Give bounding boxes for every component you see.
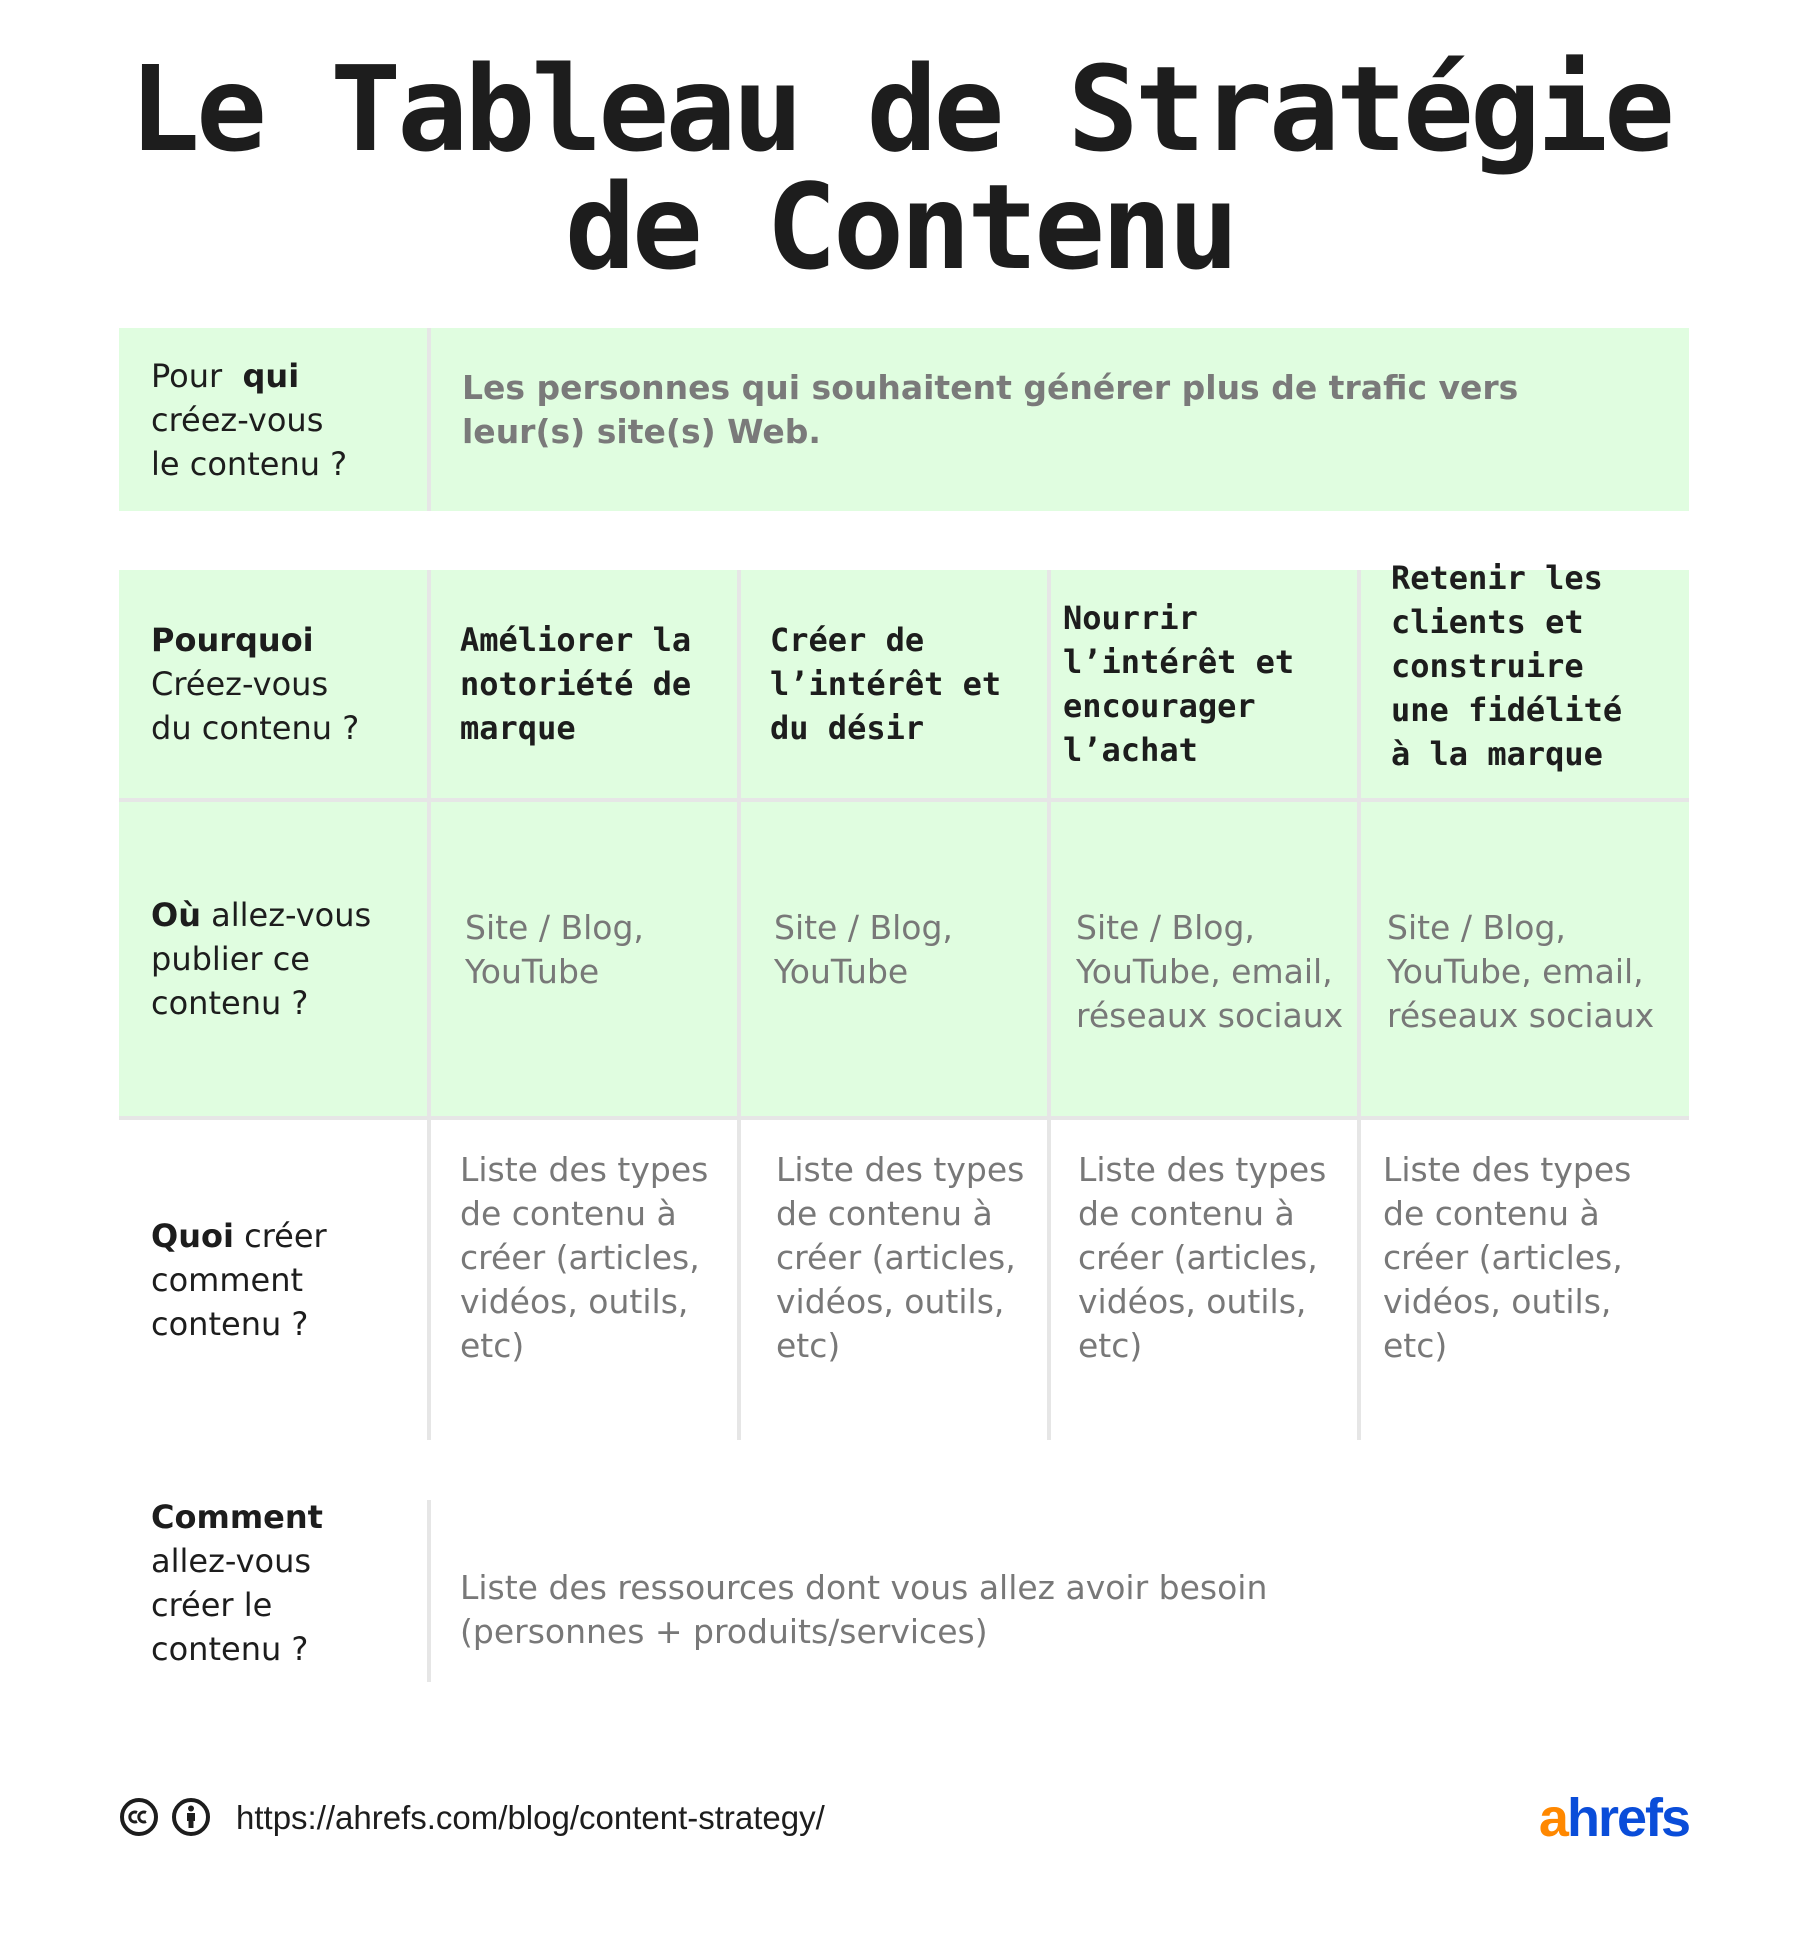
goal-interest: Créer de l’intérêt et du désir [770,621,1002,747]
where-answer-3: Site / Blog, YouTube, email, réseaux sociaux [1076,908,1344,1035]
what-question [151,1120,421,1440]
page-title [0,40,1800,296]
divider [427,328,431,511]
title-line-2: de Contenu [564,158,1236,296]
license-icons [119,1797,211,1837]
logo-rest: hrefs [1566,1788,1689,1848]
who-question [151,328,421,511]
divider [1047,570,1051,1440]
goal-purchase: Nourrir l’intérêt et encourager l’achat [1063,599,1295,769]
ahrefs-logo[interactable] [1539,1788,1689,1848]
how-question-bold: Comment [151,1498,323,1536]
what-answer-1: Liste des types de contenu à créer (articles, vidéos, outils, etc) [460,1150,709,1365]
divider [737,570,741,1440]
what-answer-4: Liste des types de contenu à créer (articles, vidéos, outils, etc) [1383,1150,1632,1365]
where-answer-2: Site / Blog, YouTube [774,908,953,991]
where-question-bold: Où [151,896,201,934]
where-question-rest: allez-vous publier ce contenu ? [151,896,372,1022]
attribution-icon [171,1797,211,1837]
what-answer-3: Liste des types de contenu à créer (articles, vidéos, outils, etc) [1078,1150,1327,1365]
title-line-1: Le Tableau de Stratégie [129,40,1671,178]
divider [427,570,431,1440]
why-question-rest: Créez-vous du contenu ? [151,665,360,747]
goal-loyalty: Retenir les clients et construire une fidélité à la marque [1391,559,1623,773]
how-answer: Liste des ressources dont vous allez avoir besoin (personnes + produits/services) [460,1568,1268,1651]
goal-awareness: Améliorer la notoriété de marque [460,621,692,747]
divider [427,1500,431,1682]
what-question-bold: Quoi [151,1217,234,1255]
who-answer: Les personnes qui souhaitent générer plus de trafic vers leur(s) site(s) Web. [462,367,1519,451]
who-question-bold: qui [242,356,300,395]
how-question-rest: allez-vous créer le contenu ? [151,1542,312,1668]
where-question [151,802,421,1116]
where-answer-4: Site / Blog, YouTube, email, réseaux sociaux [1387,908,1655,1035]
what-question-rest: créer comment contenu ? [151,1217,327,1343]
creative-commons-icon [119,1797,159,1837]
what-answer-2: Liste des types de contenu à créer (articles, vidéos, outils, etc) [776,1150,1025,1365]
source-url[interactable]: https://ahrefs.com/blog/content-strategy/ [236,1799,825,1836]
who-question-pre: Pour [151,356,223,395]
divider [1357,570,1361,1440]
why-question-bold: Pourquoi [151,621,314,659]
how-question [151,1488,421,1678]
where-answer-1: Site / Blog, YouTube [465,908,644,991]
logo-a: a [1538,1788,1567,1848]
who-question-rest: créez-vous le contenu ? [151,400,348,483]
why-question [151,570,421,798]
